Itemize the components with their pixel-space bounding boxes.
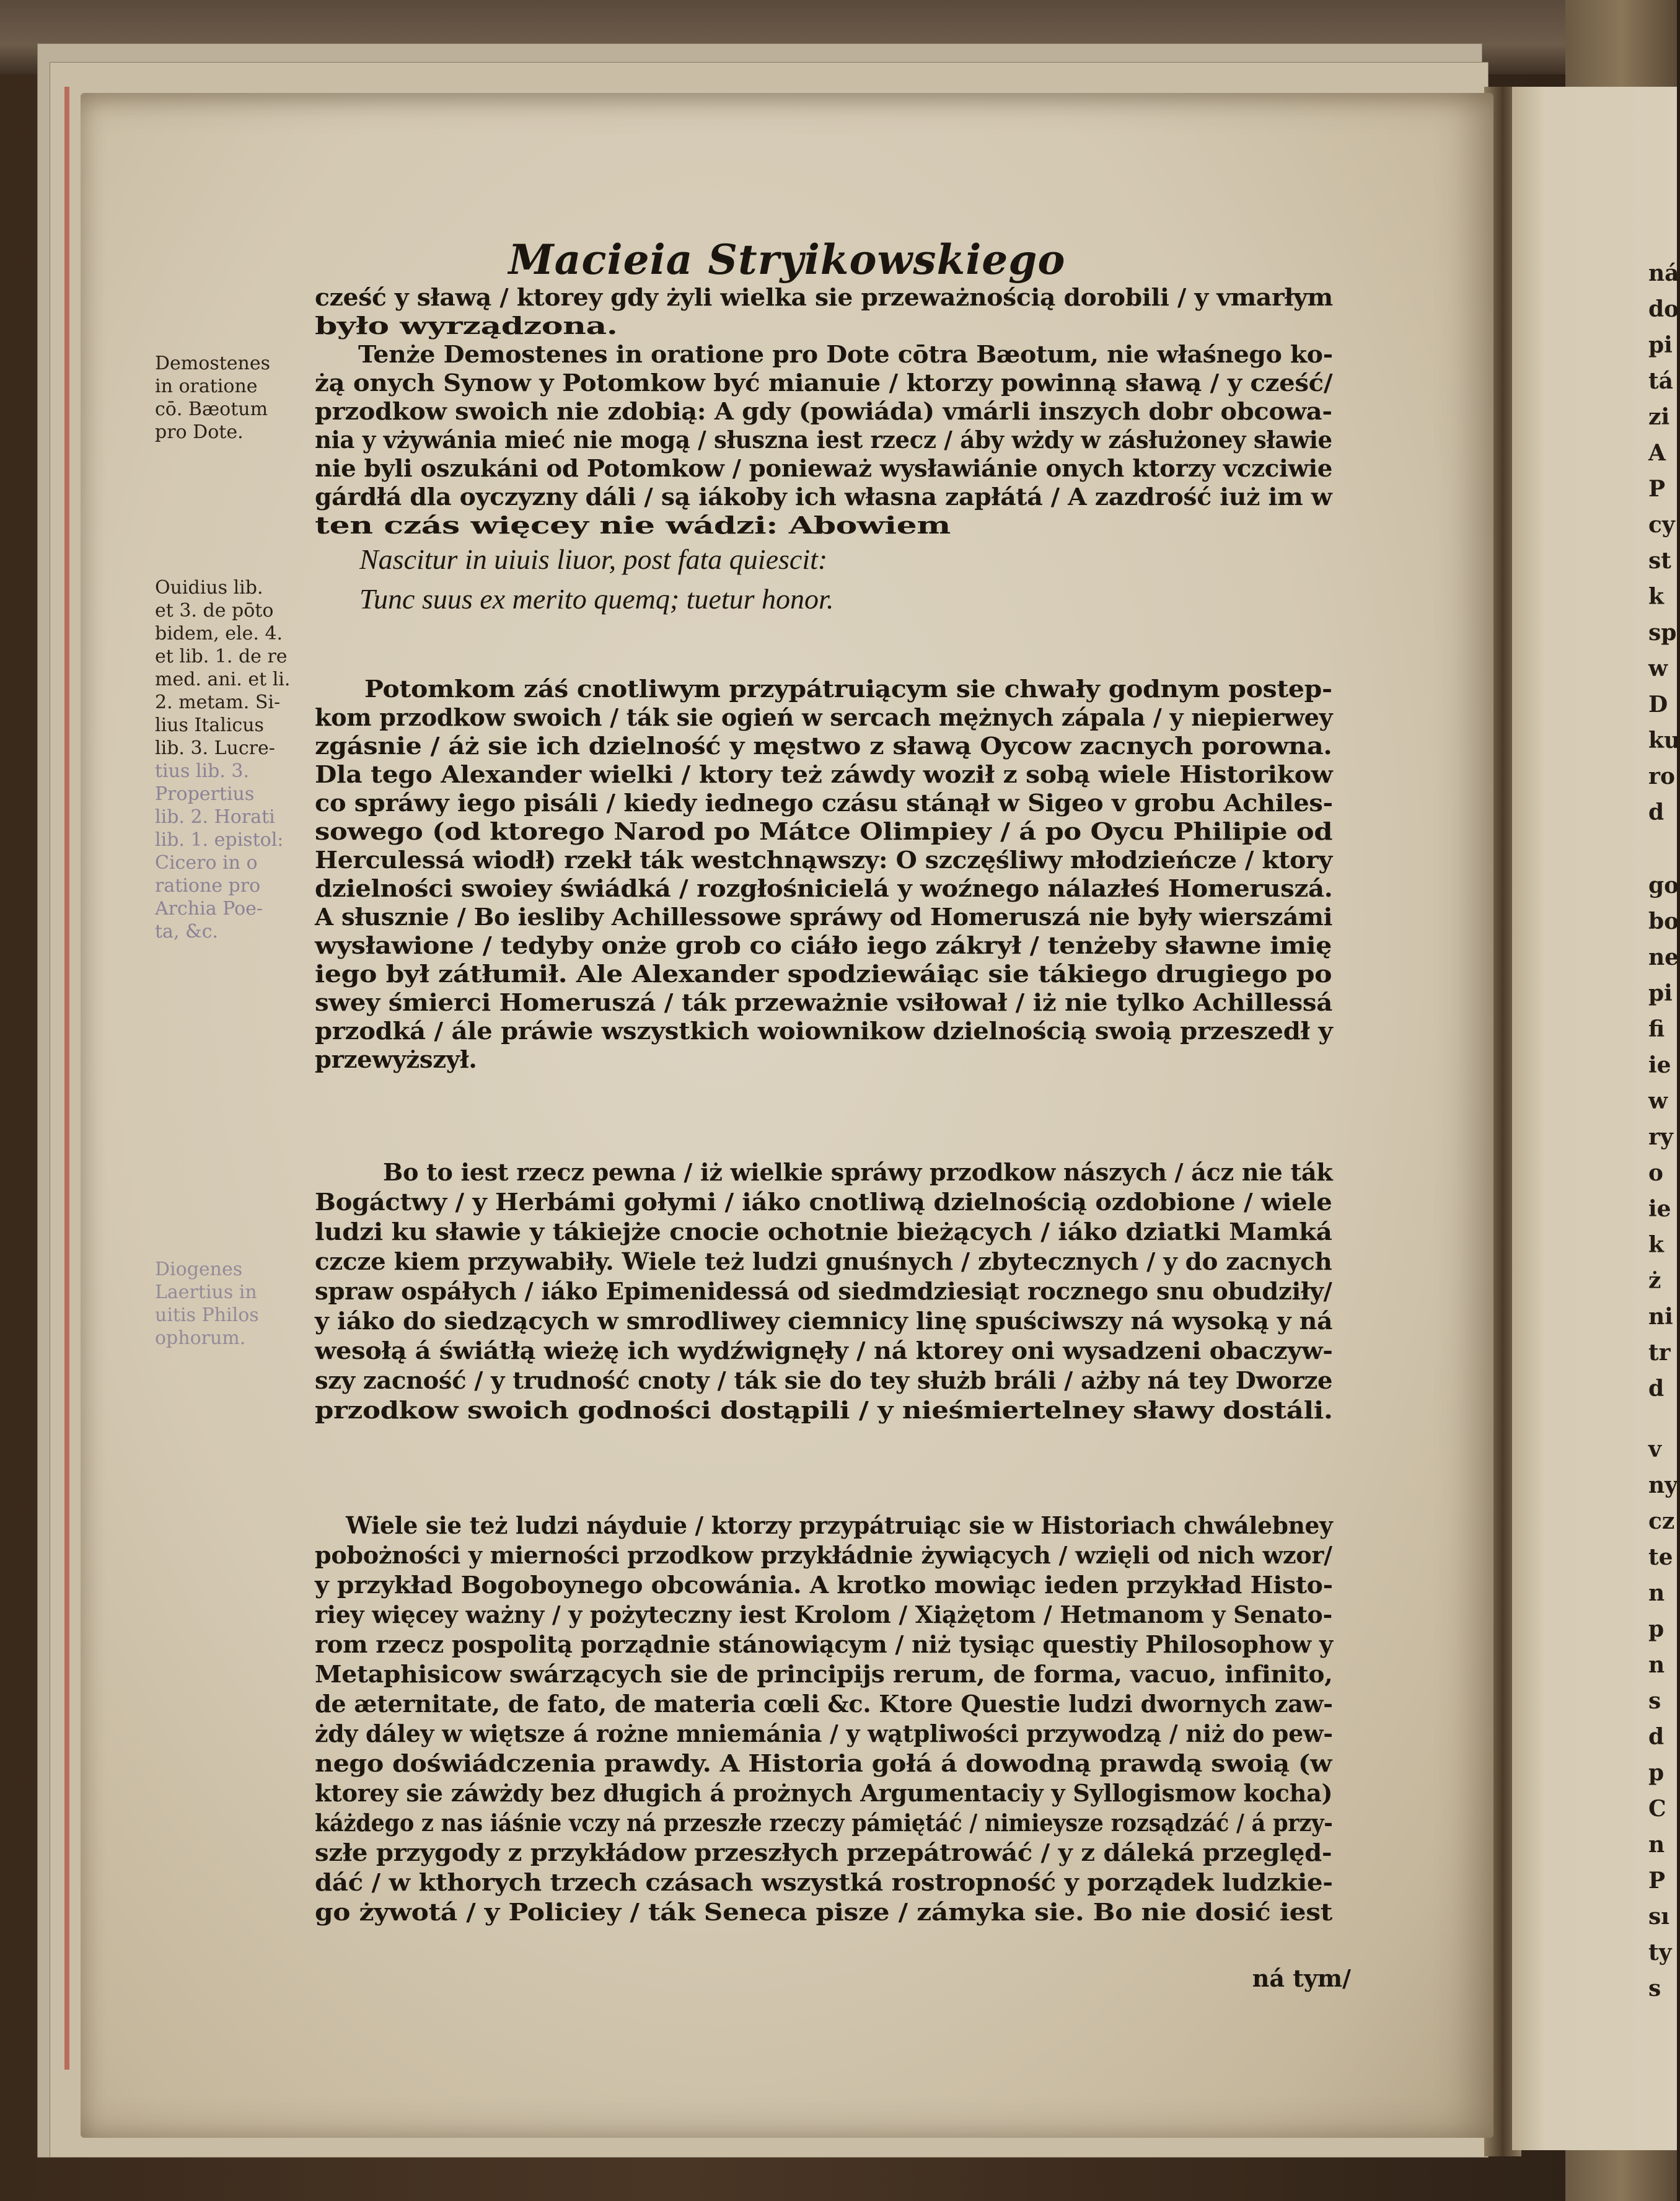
right-page-fragment-line: C [1648,1796,1666,1822]
margin-note [155,576,310,943]
right-page-fragment-line: P [1648,476,1666,502]
margin-note-line: ratione pro [155,875,261,897]
right-page-fragment-line: tá [1648,368,1673,394]
right-page-fragment-line: cy [1648,512,1675,538]
margin-note [155,1258,310,1350]
right-page-fragment-line: s [1648,1975,1661,2001]
text-line: y iáko do siedzących w smrodliwey ciemnicy linę spuściwszy ná wysoką y ná [315,1307,1333,1335]
text-line: kom przodkow swoich / ták sie ogień w sercach mężnych zápala / y niepierwey [315,704,1333,732]
right-page-fragment-line: n [1648,1580,1665,1606]
right-page-fragment [1512,87,1680,2150]
text-line: gárdłá dla oyczyzny dáli / są iákoby ich własna zapłátá / A zazdrość iuż im w [315,483,1332,511]
catchword: ná tym/ [1252,1964,1351,1992]
right-page-fragment-line: sp [1648,620,1677,646]
right-page-fragment-line: d [1648,1376,1665,1402]
text-line: y przykład Bogoboynego obcowánia. A krotko mowiąc ieden przykład Histo- [315,1571,1333,1599]
text-line: czcze kiem przywabiły. Wiele też ludzi gnuśnych / zbytecznych / y do zacnych [315,1248,1332,1276]
text-line: pobożności y mierności przodkow przykłádnie żywiących / wzięli od nich wzor/ [315,1542,1332,1570]
right-page-fragment-line: o [1648,1160,1664,1186]
right-page-fragment-line: fi [1648,1016,1665,1042]
text-line: de æternitate, de fato, de materia cœli &c. Ktore Questie ludzi dwornych zaw- [315,1690,1333,1718]
margin-note-line: Archia Poe- [155,898,263,920]
margin-note-line: Diogenes [155,1259,243,1280]
text-line: ktorey sie záwżdy bez długich á prożnych Argumentaciy y Syllogismow kocha) [315,1780,1333,1808]
margin-note-line: cō. Bæotum [155,398,268,420]
text-line: szłe przygody z przykłádow przeszłych przepátrowáć / y z dáleká przeględ- [315,1839,1332,1867]
text-line: dáć / w kthorych trzech czásach wszystká rostropność y porządek ludzkie- [315,1869,1333,1897]
text-line: spraw ospáłych / iáko Epimenidessá od siedmdziesiąt rocznego snu obudziły/ [315,1278,1332,1306]
right-page-fragment-line: p [1648,1616,1665,1642]
text-line: sowego (od ktorego Narod po Mátce Olimpiey / á po Oycu Philipie od [315,818,1333,846]
right-page-fragment-line: w [1648,1088,1668,1114]
text-line: było wyrządzona. [315,312,618,340]
right-page-fragment-line: go [1648,872,1679,898]
text-line: szy zacność / y trudność cnoty / ták sie do tey służb bráli / ażby ná tey Dworze [315,1367,1333,1395]
text-line: swey śmierci Homeruszá / ták przeważnie vsiłował / iż nie tylko Achillessá [315,989,1332,1017]
text-line: żą onych Synow y Potomkow być mianuie / ktorzy powinną sławą / y cześć/ [315,369,1333,397]
right-page-fragment-line: ni [1648,1304,1673,1330]
text-line: co spráwy iego pisáli / kiedy iednego czásu stánął w Sigeo v grobu Achiles- [315,789,1333,817]
text-line: zgásnie / áż sie ich dzielność y męstwo z sławą Oycow zacnych porowna. [315,732,1332,760]
right-page-fragment-line: ż [1648,1268,1661,1294]
text-line: Herculessá wiodł) rzekł ták westchnąwszy: O szczęśliwy młodzieńcze / ktory [315,846,1332,874]
right-page-fragment-line: P [1648,1868,1666,1894]
text-line: Wiele sie też ludzi náyduie / ktorzy przypátruiąc sie w Historiach chwálebney [346,1512,1333,1540]
right-page-fragment-line: ie [1648,1052,1671,1078]
right-page-fragment-line: k [1648,1232,1664,1258]
right-page-fragment-line: bo [1648,908,1679,934]
text-line: przodkow swoich godności dostąpili / y nieśmiertelney sławy dostáli. [315,1397,1333,1425]
margin-note-line: ophorum. [155,1327,246,1349]
text-line: go żywotá / y Policiey / ták Seneca pisze / zámyka sie. Bo nie dosić iest [315,1899,1332,1926]
right-page-fragment-line: ne [1648,944,1679,970]
right-page-fragment-line: d [1648,1724,1665,1750]
right-page-fragment-line: ku [1648,727,1680,753]
margin-note-line: uitis Philos [155,1304,259,1326]
margin-note-line: lib. 2. Horati [155,806,275,828]
right-page-fragment-line: cz [1648,1508,1675,1534]
right-page-fragment-line: te [1648,1544,1673,1570]
margin-note-line: lius Italicus [155,714,264,736]
text-line: Nascitur in uiuis liuor, post fata quiescit: [359,543,828,575]
right-page-fragment-line: k [1648,584,1664,610]
text-line: cześć y sławą / ktorey gdy żyli wielka sie przeważnością dorobili / y vmarłym [315,284,1333,312]
margin-note-line: tius lib. 3. [155,760,249,782]
margin-note-line: Ouidius lib. [155,577,263,599]
margin-note-line: Cicero in o [155,852,258,874]
right-page-fragment-line: ie [1648,1196,1671,1222]
text-line: Bo to iest rzecz pewna / iż wielkie spráwy przodkow nászych / ácz nie ták [383,1159,1333,1187]
right-page-fragment-line: zi [1648,404,1670,430]
text-line: A słusznie / Bo iesliby Achillessowe spráwy od Homeruszá nie były wierszámi [315,903,1333,931]
text-line: iego był zátłumił. Ale Alexander spodziewáiąc sie tákiego drugiego po [315,960,1332,988]
right-page-fragment-line: D [1648,692,1668,718]
text-line: Potomkom záś cnotliwym przypátruiącym sie chwały godnym postep- [364,675,1332,703]
margin-note-line: pro Dote. [155,421,244,443]
left-page [81,93,1493,2138]
margin-note-line: lib. 3. Lucre- [155,737,275,759]
text-line: ten czás więcey nie wádzi: Abowiem [315,512,951,540]
margin-note-line: 2. metam. Si- [155,692,281,713]
margin-note-line: ta, &c. [155,921,219,942]
right-page-fragment-line: w [1648,656,1668,682]
text-line: Bogáctwy / y Herbámi gołymi / iáko cnotliwą dzielnością ozdobione / wiele [315,1188,1332,1216]
text-line: nie byli oszukáni od Potomkow / ponieważ wysławiánie onych ktorzy vczciwie [315,455,1333,483]
page-edge-red-line [64,87,69,2070]
text-line: Tenże Demostenes in oratione pro Dote cōtra Bæotum, nie właśnego ko- [358,341,1333,369]
right-page-fragment-line: d [1648,799,1665,825]
text-line: káżdego z nas iáśnie vczy ná przeszłe rzeczy pámiętáć / nimieysze rozsądzáć / á przy- [315,1809,1333,1837]
margin-note-line: Propertius [155,783,255,805]
margin-note [155,352,310,444]
text-line: nego doświádczenia prawdy. A Historia gołá á dowodną prawdą swoią (w [315,1750,1332,1778]
text-line: riey więcey ważny / y pożyteczny iest Krolom / Xiążętom / Hetmanom y Senato- [315,1601,1332,1629]
text-line: Dla tego Alexander wielki / ktory też záwdy woził z sobą wiele Historikow [315,761,1333,789]
right-page-fragment-line: ry [1648,1124,1673,1150]
right-page-fragment-line: pi [1648,980,1673,1006]
margin-note-line: et lib. 1. de re [155,646,288,667]
right-page-fragment-line: s [1648,1688,1661,1714]
text-line: przodká / ále práwie wszystkich woiownikow dzielnością swoią przeszedł y [315,1017,1333,1045]
margin-note-line: Demostenes [155,353,270,374]
right-page-fragment-line: pi [1648,332,1673,358]
margin-note-line: Laertius in [155,1281,257,1303]
text-line: wesołą á świátłą wieżę ich wydźwignęły / ná ktorey oni wysadzeni obaczyw- [315,1337,1333,1365]
margin-note-line: in oratione [155,376,258,397]
margin-note-line: et 3. de pōto [155,600,274,622]
right-page-fragment-line: n [1648,1832,1665,1858]
right-page-fragment-line: n [1648,1652,1665,1678]
text-line: przodkow swoich nie zdobią: A gdy (powiáda) vmárli inszych dobr obcowa- [315,398,1332,426]
text-line: Metaphisicow swárzących sie de principijs rerum, de forma, vacuo, infinito, [315,1661,1333,1689]
text-line: żdy dáley w więtsze á rożne mniemánia / y wątpliwości przywodzą / niż do pew- [315,1720,1333,1748]
right-page-fragment-line: ro [1648,763,1675,789]
text-line: wysławione / tedyby onże grob co ciáło iego zákrył / tenżeby sławne imię [315,932,1332,960]
right-page-fragment-line: p [1648,1760,1665,1786]
running-head: Macieia Stryikowskiego [508,235,1066,284]
text-line: Tunc suus ex merito quemq; tuetur honor. [359,583,834,615]
right-page-fragment-line: v [1648,1436,1661,1462]
text-line: ludzi ku sławie y tákiejże cnocie ochotnie bieżących / iáko dziatki Mamká [315,1218,1332,1246]
right-page-fragment-line: ty [1648,1940,1672,1966]
right-page-fragment-line: ny [1648,1472,1678,1498]
text-line: nia y vżywánia mieć nie mogą / słuszna iest rzecz / áby wżdy w zásłużoney sławie [315,426,1332,454]
margin-note-line: lib. 1. epistol: [155,829,284,851]
right-page-fragment-line: do [1648,296,1679,322]
text-line: przewyższył. [315,1046,477,1074]
right-page-fragment-line: tr [1648,1340,1671,1366]
text-line: rom rzecz pospolitą porządnie stánowiącym / niż tysiąc questiy Philosophow y [315,1631,1333,1659]
right-page-fragment-line: st [1648,548,1671,574]
margin-note-line: bidem, ele. 4. [155,623,283,644]
margin-note-line: med. ani. et li. [155,669,291,690]
right-page-fragment-line: A [1648,440,1666,466]
text-line: dzielności swoiey świádká / rozgłośnicielá y woźnego nálazłeś Homeruszá. [315,875,1333,903]
right-page-fragment-line: ná [1648,260,1679,286]
right-page-fragment-line: sı [1648,1904,1669,1930]
